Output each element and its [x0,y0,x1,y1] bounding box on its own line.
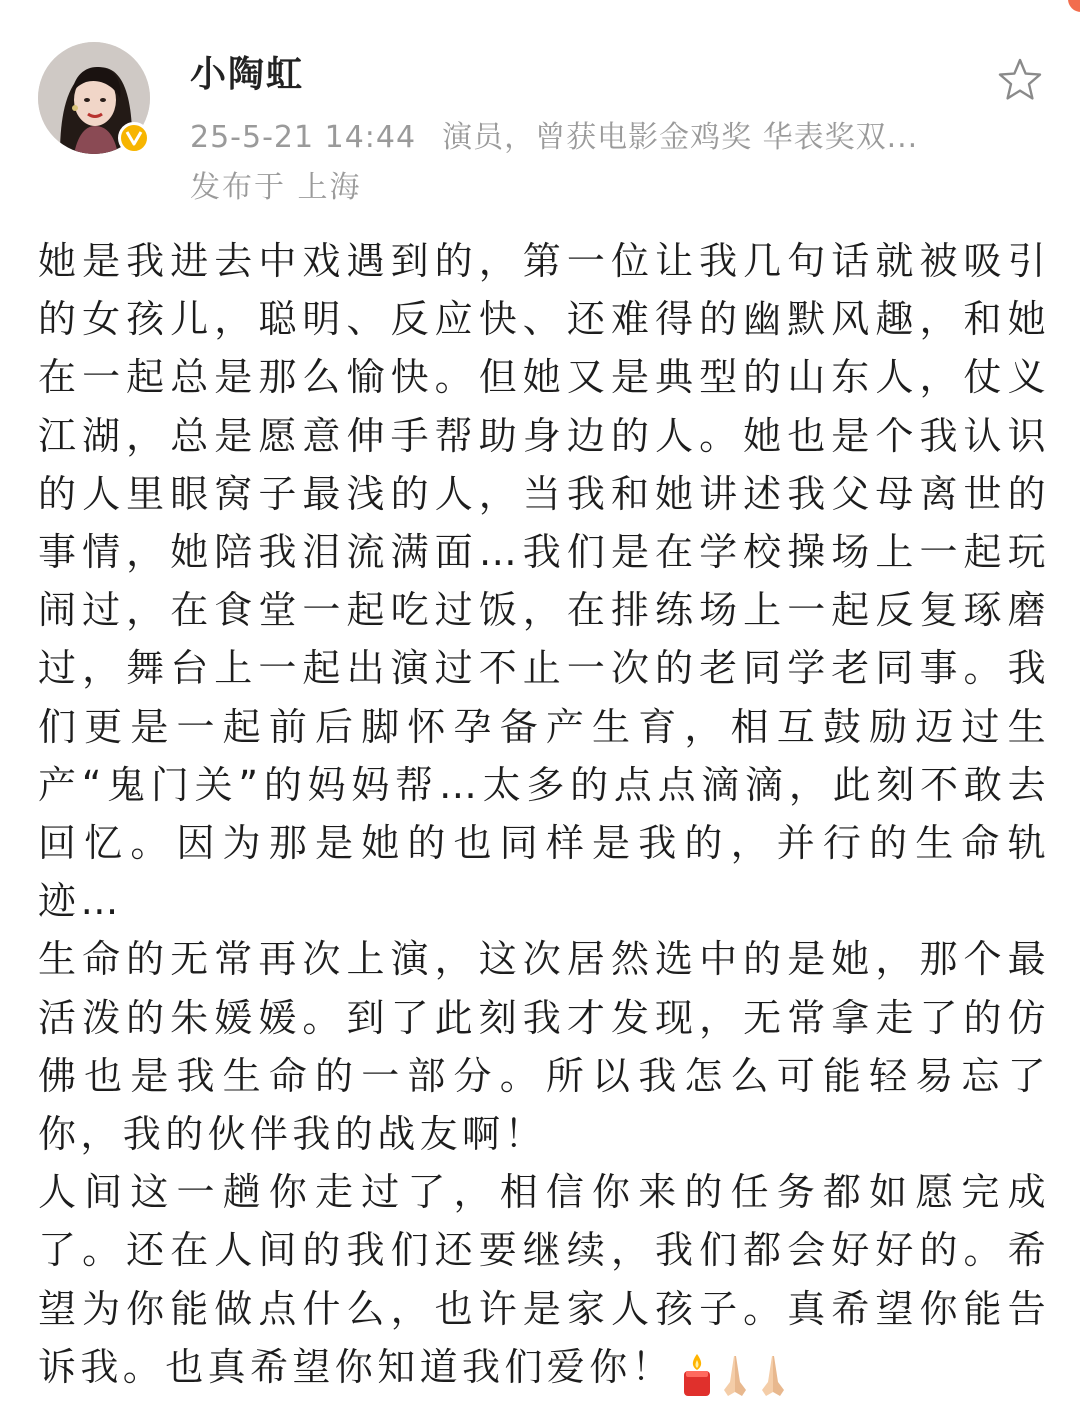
post-location: 发布于 上海 [190,170,362,205]
praying-hands-icon [718,1352,752,1398]
praying-hands-icon [756,1352,790,1398]
post-header [38,42,1048,212]
post-paragraph-last [38,1163,1050,1402]
candle-icon [680,1352,714,1398]
notification-dot [1068,0,1080,12]
author-bio[interactable]: 演员，曾获电影金鸡奖 华表奖双... [442,120,919,155]
verified-badge-icon [118,122,150,154]
post-paragraph: 生命的无常再次上演，这次居然选中的是她，那个最活泼的朱媛媛。到了此刻我才发现，无常拿走了的仿佛也是我生命的一部分。所以我怎么可能轻易忘了你，我的伙伴我的战友啊！ [38,937,1050,1157]
favorite-button[interactable] [996,56,1044,104]
author-name[interactable]: 小陶虹 [190,54,305,95]
post-body [38,232,1050,1402]
star-icon [996,56,1044,104]
post-paragraph-text: 人间这一趟你走过了，相信你来的任务都如愿完成了。还在人间的我们还要继续，我们都会好好的。希望为你能做点什么，也许是家人孩子。真希望你能告诉我。也真希望你知道我们爱你！ [38,1170,1050,1389]
post-timestamp: 25-5-21 14:44 [190,120,417,155]
post-meta [190,112,918,156]
post-paragraph: 她是我进去中戏遇到的，第一位让我几句话就被吸引的女孩儿，聪明、反应快、还难得的幽默风趣，和她在一起总是那么愉快。但她又是典型的山东人，仗义江湖，总是愿意伸手帮助身边的人。她也是个我认识的人里眼窝子最浅的人，当我和她讲述我父母离世的事情，她陪我泪流满面…我们是在学校操场上一起玩闹过，在食堂一起吃过饭，在排练场上一起反复琢磨过，舞台上一起出演过不止一次的老同学老同事。我们更是一起前后脚怀孕备产生育，相互鼓励迈过生产“鬼门关”的妈妈帮…太多的点点滴滴，此刻不敢去回忆。因为那是她的也同样是我的，并行的生命轨迹… [38,239,1050,924]
emoji-row [680,1344,794,1402]
